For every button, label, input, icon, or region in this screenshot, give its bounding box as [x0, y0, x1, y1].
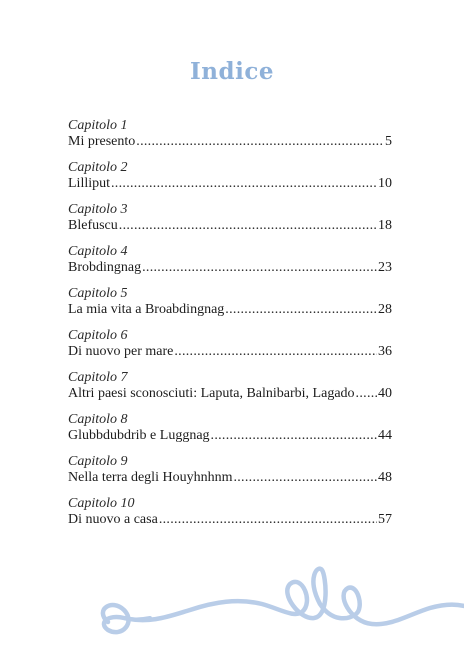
- chapter-title: Brobdingnag: [68, 260, 142, 275]
- toc-line: [68, 386, 392, 402]
- dot-leader: [119, 218, 377, 234]
- dot-leader: [159, 512, 377, 528]
- dot-leader: [174, 344, 377, 360]
- toc-entry: [68, 244, 392, 276]
- chapter-title: Di nuovo per mare: [68, 344, 174, 359]
- toc-line: [68, 218, 392, 234]
- toc-line: [68, 176, 392, 192]
- page-number: 10: [378, 176, 392, 191]
- toc-entry: [68, 328, 392, 360]
- page-number: 36: [378, 344, 392, 359]
- toc-entry: [68, 370, 392, 402]
- page-number: 40: [378, 386, 392, 401]
- chapter-title: La mia vita a Broabdingnag: [68, 302, 225, 317]
- table-of-contents: [68, 118, 392, 538]
- toc-entry: [68, 412, 392, 444]
- chapter-label: Capitolo 4: [68, 244, 128, 259]
- dot-leader: [136, 134, 384, 150]
- page-number: 44: [378, 428, 392, 443]
- page-number: 57: [378, 512, 392, 527]
- chapter-label: Capitolo 8: [68, 412, 128, 427]
- dot-leader: [142, 260, 377, 276]
- toc-line: [68, 512, 392, 528]
- dot-leader: [356, 386, 377, 402]
- toc-line: [68, 302, 392, 318]
- toc-line: [68, 428, 392, 444]
- chapter-label: Capitolo 1: [68, 118, 128, 133]
- chapter-label: Capitolo 6: [68, 328, 128, 343]
- toc-line: [68, 260, 392, 276]
- dot-leader: [111, 176, 377, 192]
- dot-leader: [211, 428, 377, 444]
- chapter-title: Lilliput: [68, 176, 110, 191]
- chapter-title: Nella terra degli Houyhnhnm: [68, 470, 233, 485]
- chapter-title: Di nuovo a casa: [68, 512, 158, 527]
- chapter-label: Capitolo 9: [68, 454, 128, 469]
- toc-entry: [68, 454, 392, 486]
- chapter-label: Capitolo 3: [68, 202, 128, 217]
- swirl-ornament-icon: [0, 560, 464, 656]
- page-number: 28: [378, 302, 392, 317]
- toc-entry: [68, 160, 392, 192]
- page-title: Indice: [190, 58, 274, 85]
- toc-entry: [68, 118, 392, 150]
- chapter-label: Capitolo 2: [68, 160, 128, 175]
- page-number: 48: [378, 470, 392, 485]
- toc-line: [68, 344, 392, 360]
- toc-line: [68, 470, 392, 486]
- toc-line: [68, 134, 392, 150]
- chapter-label: Capitolo 5: [68, 286, 128, 301]
- page-number: 5: [385, 134, 392, 149]
- chapter-title: Blefuscu: [68, 218, 118, 233]
- page-number: 23: [378, 260, 392, 275]
- dot-leader: [233, 470, 377, 486]
- swirl-tail: [124, 618, 150, 620]
- swirl-line: [103, 569, 464, 633]
- chapter-label: Capitolo 7: [68, 370, 128, 385]
- toc-entry: [68, 202, 392, 234]
- toc-entry: [68, 286, 392, 318]
- toc-entry: [68, 496, 392, 528]
- chapter-title: Mi presento: [68, 134, 136, 149]
- page-number: 18: [378, 218, 392, 233]
- chapter-title: Glubbdubdrib e Luggnag: [68, 428, 210, 443]
- chapter-title: Altri paesi sconosciuti: Laputa, Balnibarbi, Lagado: [68, 386, 355, 401]
- chapter-label: Capitolo 10: [68, 496, 135, 511]
- dot-leader: [225, 302, 377, 318]
